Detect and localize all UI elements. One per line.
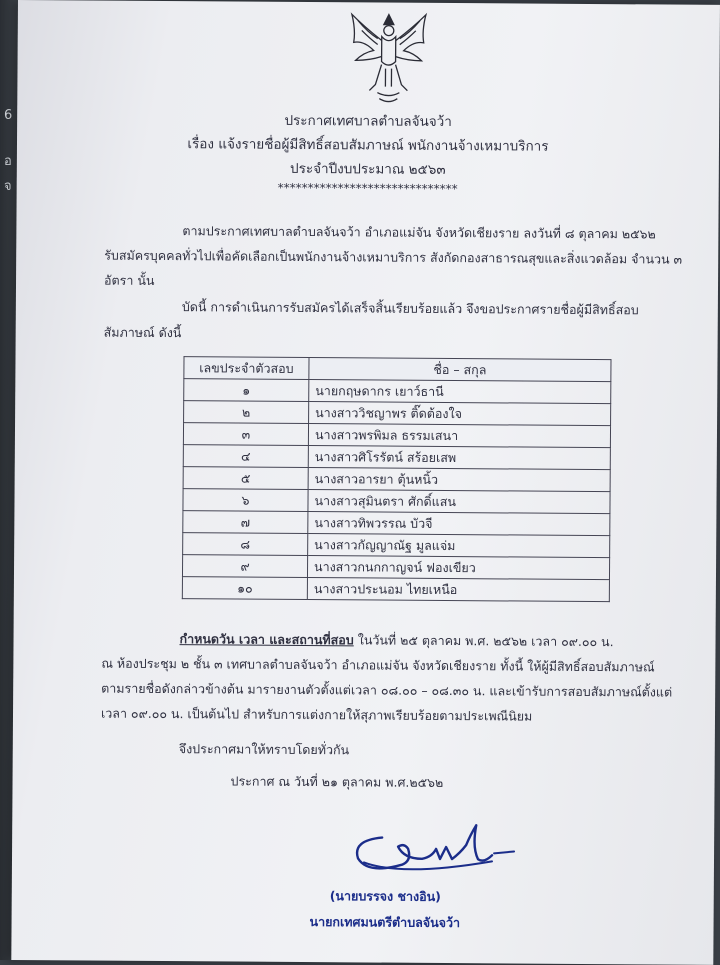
candidate-name-cell: นางสาวพรพิมล ธรรมเสนา <box>308 424 610 448</box>
candidate-name-cell: นางสาวศิโรรัตน์ สร้อยเสพ <box>308 446 610 470</box>
schedule-date-time: ในวันที่ ๒๕ ตุลาคม พ.ศ. ๒๕๖๒ เวลา ๐๙.๐๐ น. <box>353 632 614 650</box>
exam-id-cell: ๓ <box>183 423 308 446</box>
closing-announcement: จึงประกาศมาให้ทราบโดยทั่วกัน <box>178 741 350 758</box>
candidate-name-cell: นางสาวกนกกาญจน์ ฟองเขียว <box>307 556 609 580</box>
schedule-heading: กำหนดวัน เวลา และสถานที่สอบ <box>179 631 354 648</box>
announcement-document <box>11 0 720 965</box>
exam-id-cell: ๑ <box>184 379 309 402</box>
handwritten-signature <box>342 802 523 883</box>
signatory-position: นายกเทศมนตรีตำบลจันจว้า <box>309 914 461 931</box>
table-row <box>182 555 609 580</box>
table-row <box>183 423 610 448</box>
schedule-line-2: ณ ห้องประชุม ๒ ชั้น ๓ เทศบาลตำบลจันจว้า อำเภอแม่จัน จังหวัดเชียงราย ทั้งนี้ ให้ผู้มีสิทธิ์สอบสัมภาษณ์ <box>101 655 655 675</box>
candidate-name-cell: นายกฤษดากร เยาว์ธานี <box>309 380 611 404</box>
desk-glyph: 6 <box>4 108 13 123</box>
exam-id-cell: ๕ <box>183 467 308 490</box>
candidate-table <box>182 356 612 602</box>
exam-id-cell: ๗ <box>183 511 308 534</box>
table-header-row <box>184 357 611 382</box>
schedule-line-1 <box>179 629 613 652</box>
desk-glyph: จ <box>4 179 12 194</box>
garuda-emblem-icon <box>333 6 444 107</box>
body-paragraph-1-line-3: อัตรา นั้น <box>103 272 155 288</box>
exam-id-cell: ๑๐ <box>182 577 307 600</box>
table-row <box>184 401 611 426</box>
table-row <box>183 467 610 492</box>
fiscal-year-line: ประจำปีงบประมาณ ๒๕๖๓ <box>289 160 446 178</box>
table-row <box>183 533 610 558</box>
signatory-name: (นายบรรจง ชางอิน) <box>329 888 441 904</box>
body-paragraph-2-line-2: สัมภาษณ์ ดังนี้ <box>103 324 182 341</box>
body-paragraph-1-line-1: ตามประกาศเทศบาลตำบลจันจว้า อำเภอแม่จัน จังหวัดเชียงราย ลงวันที่ ๘ ตุลาคม ๒๕๖๒ <box>182 223 656 242</box>
candidate-name-cell: นางสาวกัญญาณัฐ มูลแจ่ม <box>308 534 610 558</box>
org-title: ประกาศเทศบาลตำบลจันจว้า <box>284 112 452 131</box>
table-row <box>183 511 610 536</box>
exam-id-cell: ๔ <box>183 445 308 468</box>
exam-id-cell: ๖ <box>183 489 308 512</box>
table-row <box>183 489 610 514</box>
exam-id-cell: ๘ <box>183 533 308 556</box>
announcement-date: ประกาศ ณ วันที่ ๒๑ ตุลาคม พ.ศ.๒๕๖๒ <box>230 773 444 790</box>
schedule-line-3: ตามรายชื่อดังกล่าวข้างต้น มารายงานตัวตั้งแต่เวลา ๐๘.๐๐ – ๐๘.๓๐ น. และเข้ารับการสอบสัมภาษณ์ตั้งแต่ <box>101 680 673 700</box>
desk-glyph: อ <box>4 154 12 169</box>
candidate-name-cell: นางสาววิชญาพร ติ๊ดต้องใจ <box>309 402 611 426</box>
column-header-exam-id: เลขประจำตัวสอบ <box>184 357 309 380</box>
candidate-name-cell: นางสาวอารยา ตุ้นหนิ้ว <box>308 468 610 492</box>
exam-id-cell: ๒ <box>184 401 309 424</box>
candidate-name-cell: นางสาวสุมินตรา ศักดิ์แสน <box>308 490 610 514</box>
column-header-name: ชื่อ – สกุล <box>309 358 611 382</box>
table-row <box>182 577 609 602</box>
divider-stars: ****************************** <box>277 180 458 197</box>
table-row <box>183 445 610 470</box>
table-row <box>184 379 611 404</box>
body-paragraph-2-line-1: บัดนี้ การดำเนินการรับสมัครได้เสร็จสิ้นเรียบร้อยแล้ว จึงขอประกาศรายชื่อผู้มีสิทธิ์สอบ <box>181 299 639 318</box>
candidate-name-cell: นางสาวประนอม ไทยเหนือ <box>307 578 609 602</box>
body-paragraph-1-line-2: รับสมัครบุคคลทั่วไปเพื่อคัดเลือกเป็นพนักงานจ้างเหมาบริการ สังกัดกองสาธารณสุขและสิ่งแวดล้อม จำนวน ๓ <box>104 247 683 267</box>
schedule-line-4: เวลา ๐๙.๐๐ น. เป็นต้นไป สำหรับการแต่งกายให้สุภาพเรียบร้อยตามประเพณีนิยม <box>100 705 533 724</box>
candidate-name-cell: นางสาวทิพวรรณ บัวจี <box>308 512 610 536</box>
subject-line: เรื่อง แจ้งรายชื่อผู้มีสิทธิ์สอบสัมภาษณ์ พนักงานจ้างเหมาบริการ <box>187 136 549 155</box>
exam-id-cell: ๙ <box>182 555 307 578</box>
